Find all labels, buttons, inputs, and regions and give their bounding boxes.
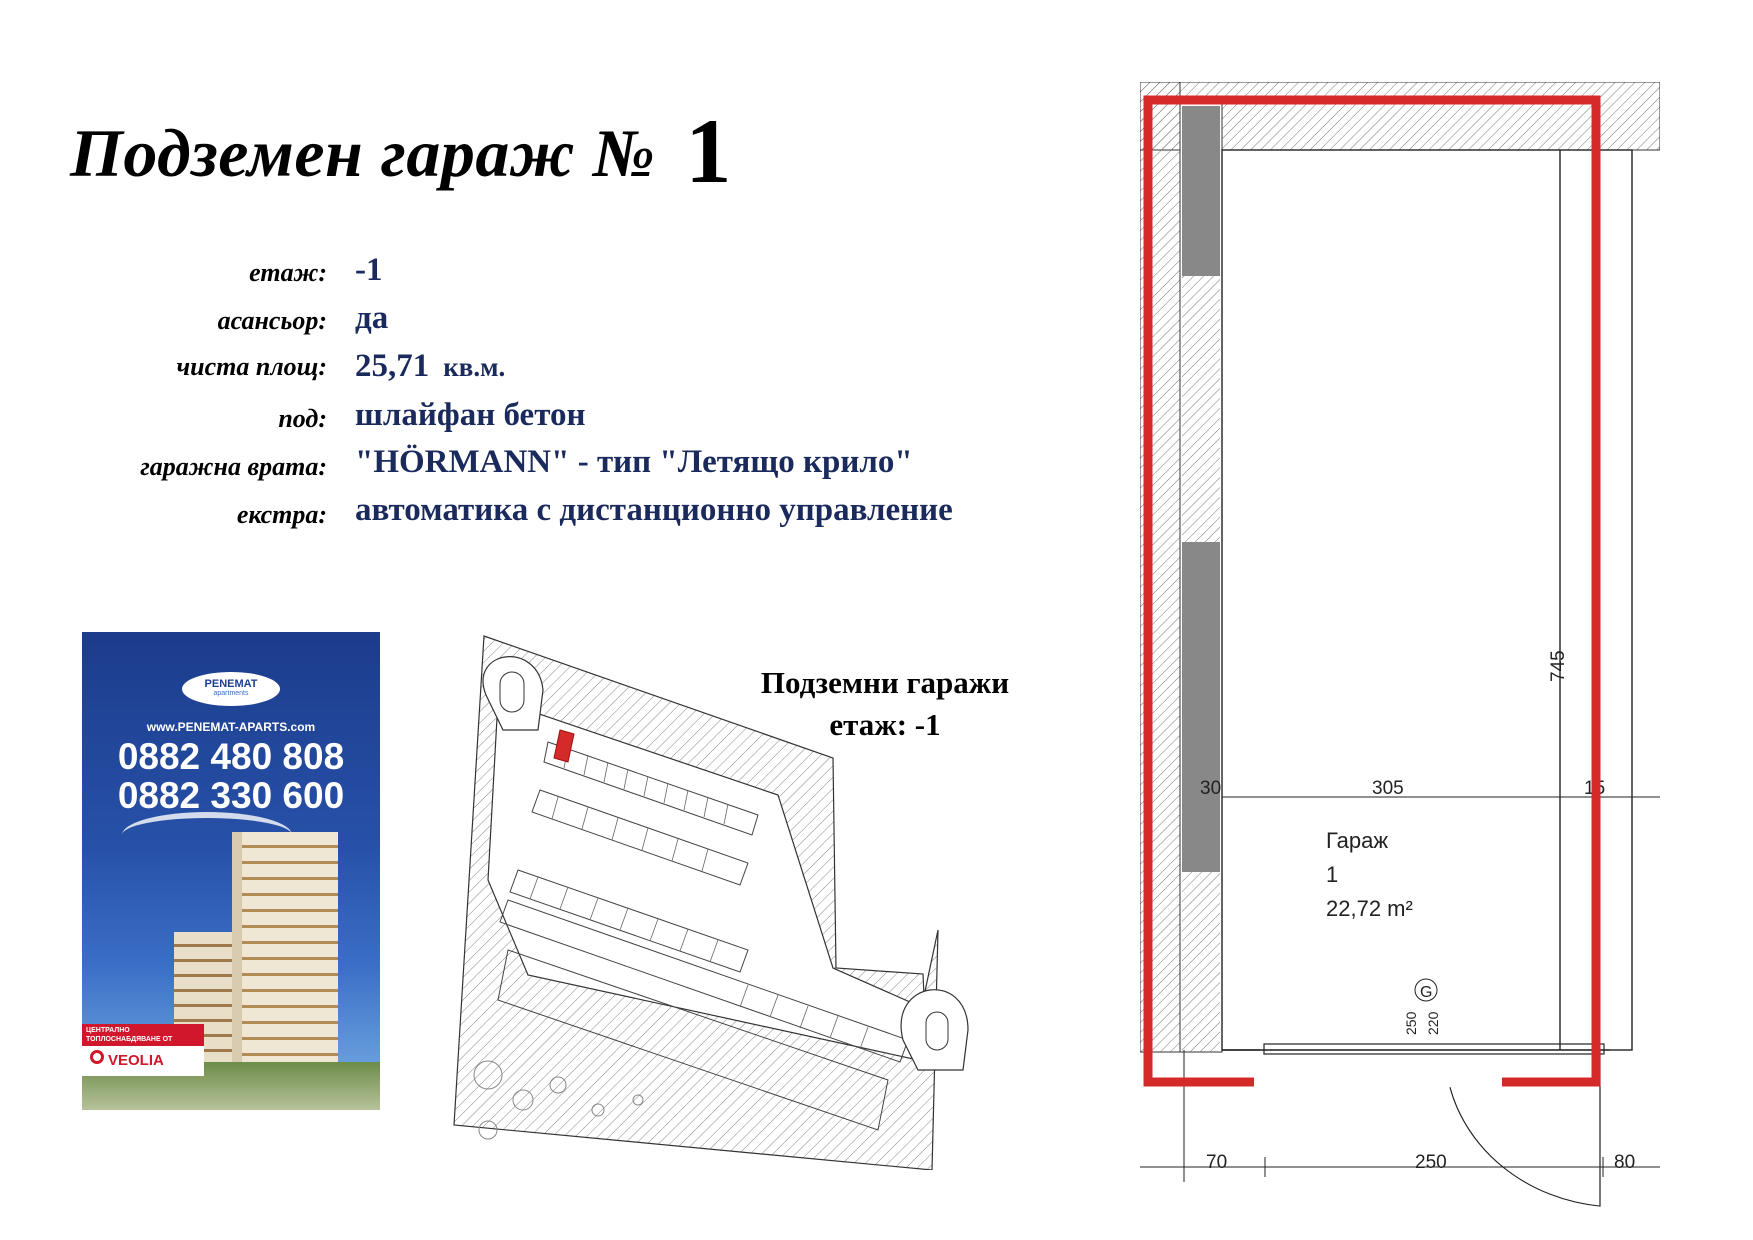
spec-label-floor: етаж:: [249, 258, 327, 287]
veolia-brand: VEOLIA: [108, 1052, 164, 1069]
veolia-strip: [82, 1024, 204, 1046]
dim-sill-a: 250: [1403, 1011, 1419, 1035]
dim-width: 305: [1372, 778, 1404, 799]
title-text: Подземен гараж №: [70, 115, 656, 191]
garage-number: 1: [685, 100, 732, 202]
building-image: [232, 832, 338, 1062]
advertisement-banner: [82, 632, 380, 1110]
spec-label-door: гаражна врата:: [140, 452, 327, 481]
spec-value-area: [355, 348, 505, 385]
site-plan-title-line-2: етаж: -1: [829, 707, 941, 742]
spec-value-floor-finish: шлайфан бетон: [355, 397, 586, 433]
garage-floor-plan: [1140, 82, 1660, 1212]
spec-label-elevator: асансьор:: [217, 306, 327, 335]
grid-marker-label: G: [1420, 984, 1433, 1001]
badge-line-2: ТОПЛОСНАБДЯВАНЕ ОТ: [86, 1036, 173, 1043]
spec-value-floor: -1: [355, 252, 383, 288]
dim-length: 745: [1548, 650, 1569, 682]
spec-value-extra: автоматика с дистанционно управление: [355, 492, 953, 528]
room-area: 22,72 m²: [1326, 896, 1413, 921]
ad-url: www.PENEMAT-APARTS.com: [146, 720, 316, 734]
dim-right: 15: [1584, 778, 1606, 799]
dim-door: 250: [1415, 1152, 1447, 1173]
dim-left-wall: 30: [1200, 778, 1222, 799]
garage-door-opening: [1260, 1044, 1610, 1206]
room-number: 1: [1326, 862, 1339, 887]
site-plan-title: [710, 662, 1060, 746]
dim-sill-b: 220: [1425, 1011, 1441, 1035]
spec-label-area: чиста площ:: [176, 352, 327, 381]
penemat-logo: [182, 672, 280, 706]
logo-text: PENEMAT: [204, 678, 258, 690]
veolia-logo-icon: [90, 1050, 104, 1064]
spec-value-elevator: да: [355, 300, 389, 336]
grid-marker: [1415, 979, 1437, 1001]
area-number: 25,71: [355, 348, 430, 384]
room-name: Гараж: [1326, 828, 1389, 853]
logo-subtext: apartments: [213, 690, 249, 697]
page-title: [70, 92, 732, 202]
dim-door-left: 70: [1206, 1152, 1228, 1173]
site-plan-title-line-1: Подземни гаражи: [760, 665, 1010, 700]
dim-door-right: 80: [1614, 1152, 1636, 1173]
ad-phone-2: 0882 330 600: [117, 775, 345, 816]
ad-phone-1: 0882 480 808: [117, 736, 345, 777]
spec-label-floor-finish: под:: [278, 404, 327, 433]
dimension-texts: [1200, 650, 1635, 1173]
badge-line-1: ЦЕНТРАЛНО: [86, 1027, 130, 1034]
spec-value-door: "HÖRMANN" - тип "Летящо крило": [355, 444, 913, 480]
area-unit: кв.м.: [443, 352, 506, 382]
veolia-badge: [82, 1024, 204, 1076]
room-label: [1326, 828, 1413, 921]
spec-label-extra: екстра:: [236, 500, 327, 529]
